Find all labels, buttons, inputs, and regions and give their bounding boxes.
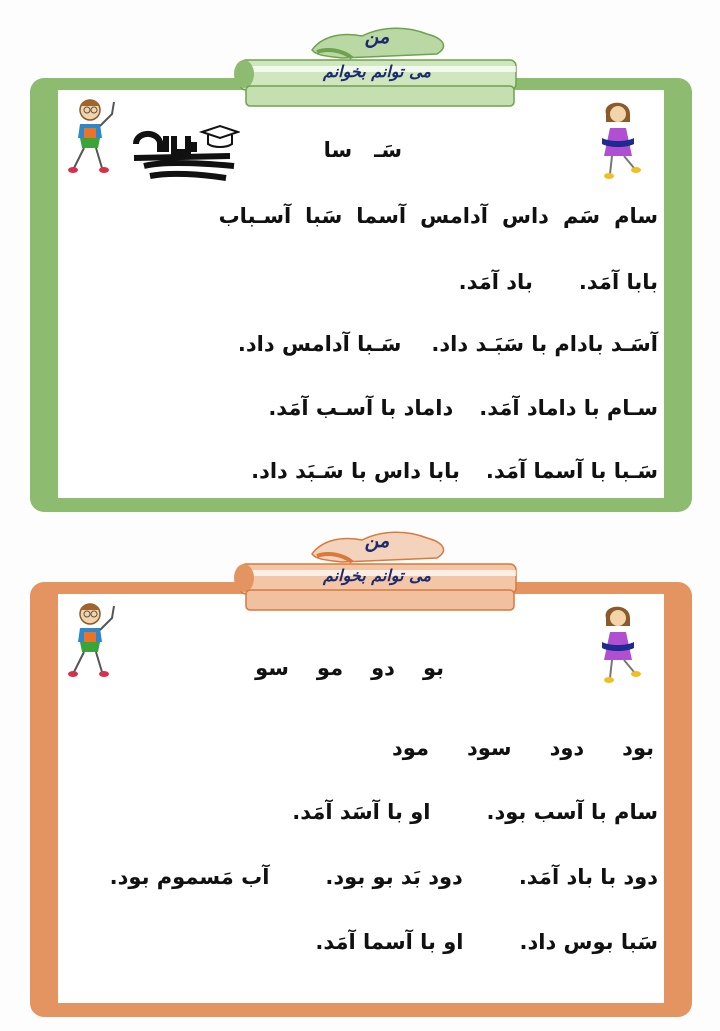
syllable: مو [316,656,344,680]
sentence-row [238,332,658,356]
girl-reading-icon [594,602,642,686]
sentence: داماد با آسـب آمَد. [268,396,454,420]
sentence-row [459,270,658,294]
title-banner-green [232,22,522,110]
word: سَم [562,204,601,228]
word: بود [622,736,654,760]
sentence: او با آسما آمَد. [315,930,464,954]
syllables-row [324,138,402,162]
banner-title-bottom: می توانم بخوانم [323,62,431,81]
banner-title-bottom: می توانم بخوانم [323,566,431,585]
syllables-row [255,656,444,680]
sentence: آسَـد بادام با سَبَـد داد. [431,332,658,356]
boy-reading-icon [66,600,126,682]
syllable: سا [323,138,353,162]
banner-title-top: من [364,530,390,552]
word: سَبا [305,204,343,228]
banner-title-top: من [364,26,390,48]
sentence: سَبا بوس داد. [519,930,658,954]
sentence: دود بَد بو بود. [325,865,463,889]
sentence: بابا آمَد. [578,270,658,294]
word: مود [392,736,429,760]
sentence: بابا داس با سَـبَد داد. [251,459,460,483]
word: سود [466,736,512,760]
words-row [219,204,658,228]
site-logo [130,122,240,184]
sentence: او با آسَد آمَد. [292,800,431,824]
sentence-row [110,865,658,889]
syllable: سو [255,656,289,680]
syllable: سَـ [374,138,402,162]
title-banner-orange [232,526,522,614]
sentence-row [268,396,658,420]
sentence: آب مَسموم بود. [109,865,270,889]
sentence-row [292,800,658,824]
syllable: دو [371,656,395,680]
word: داس [501,204,549,228]
sentence: باد آمَد. [458,270,533,294]
word: آسـباب [218,204,292,228]
sentence: سـام با داماد آمَد. [479,396,658,420]
sentence: سَـبا آدامس داد. [237,332,402,356]
girl-reading-icon [594,98,642,182]
word: سام [614,204,658,228]
sentence: دود با باد آمَد. [518,865,658,889]
word: آدامس [420,204,488,228]
word: دود [549,736,585,760]
word: آسما [356,204,407,228]
words-row [392,736,654,760]
syllable: بو [422,656,444,680]
boy-reading-icon [66,96,126,178]
graduation-cap-icon [130,122,240,184]
sentence: سَـبا با آسما آمَد. [485,459,658,483]
sentence-row [315,930,658,954]
sentence-row [251,459,658,483]
sentence: سام با آسب بود. [486,800,658,824]
